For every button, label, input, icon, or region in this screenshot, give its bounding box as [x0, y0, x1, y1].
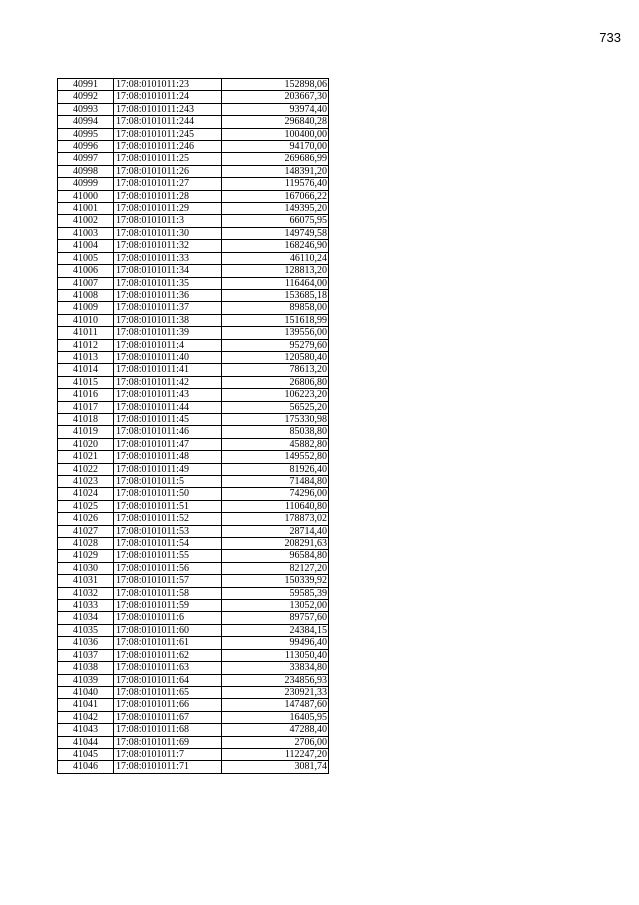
table-row	[58, 538, 329, 550]
row-number-cell: 41032	[58, 587, 114, 599]
row-number-cell: 40992	[58, 91, 114, 103]
value-cell: 149552,80	[222, 451, 329, 463]
table-row	[58, 265, 329, 277]
value-cell: 45882,80	[222, 438, 329, 450]
cadastral-number-cell: 17:08:0101011:63	[114, 662, 222, 674]
row-number-cell: 40994	[58, 116, 114, 128]
cadastral-number-cell: 17:08:0101011:42	[114, 376, 222, 388]
row-number-cell: 40997	[58, 153, 114, 165]
cadastral-number-cell: 17:08:0101011:4	[114, 339, 222, 351]
table-row	[58, 128, 329, 140]
cadastral-number-cell: 17:08:0101011:39	[114, 327, 222, 339]
cadastral-number-cell: 17:08:0101011:34	[114, 265, 222, 277]
value-cell: 120580,40	[222, 351, 329, 363]
row-number-cell: 41043	[58, 724, 114, 736]
table-row	[58, 736, 329, 748]
page-number: 733	[599, 30, 621, 45]
cadastral-number-cell: 17:08:0101011:45	[114, 413, 222, 425]
value-cell: 128813,20	[222, 265, 329, 277]
value-cell: 150339,92	[222, 575, 329, 587]
row-number-cell: 41046	[58, 761, 114, 773]
row-number-cell: 41038	[58, 662, 114, 674]
table-row	[58, 389, 329, 401]
row-number-cell: 41044	[58, 736, 114, 748]
table-row	[58, 351, 329, 363]
value-cell: 139556,00	[222, 327, 329, 339]
row-number-cell: 41013	[58, 351, 114, 363]
table-row	[58, 376, 329, 388]
cadastral-number-cell: 17:08:0101011:246	[114, 141, 222, 153]
value-cell: 119576,40	[222, 178, 329, 190]
row-number-cell: 41022	[58, 463, 114, 475]
cadastral-number-cell: 17:08:0101011:57	[114, 575, 222, 587]
value-cell: 149395,20	[222, 203, 329, 215]
row-number-cell: 41033	[58, 600, 114, 612]
table-row	[58, 103, 329, 115]
value-cell: 59585,39	[222, 587, 329, 599]
cadastral-number-cell: 17:08:0101011:26	[114, 165, 222, 177]
row-number-cell: 41023	[58, 476, 114, 488]
value-cell: 151618,99	[222, 314, 329, 326]
value-cell: 3081,74	[222, 761, 329, 773]
table-row	[58, 600, 329, 612]
table-row	[58, 562, 329, 574]
row-number-cell: 41040	[58, 686, 114, 698]
row-number-cell: 41039	[58, 674, 114, 686]
cadastral-number-cell: 17:08:0101011:51	[114, 500, 222, 512]
value-cell: 95279,60	[222, 339, 329, 351]
row-number-cell: 41011	[58, 327, 114, 339]
value-cell: 112247,20	[222, 748, 329, 760]
cadastral-number-cell: 17:08:0101011:48	[114, 451, 222, 463]
row-number-cell: 41034	[58, 612, 114, 624]
cadastral-number-cell: 17:08:0101011:59	[114, 600, 222, 612]
value-cell: 152898,06	[222, 79, 329, 91]
row-number-cell: 41020	[58, 438, 114, 450]
value-cell: 82127,20	[222, 562, 329, 574]
row-number-cell: 41002	[58, 215, 114, 227]
cadastral-number-cell: 17:08:0101011:41	[114, 364, 222, 376]
table-row	[58, 240, 329, 252]
value-cell: 168246,90	[222, 240, 329, 252]
value-cell: 208291,63	[222, 538, 329, 550]
cadastral-number-cell: 17:08:0101011:68	[114, 724, 222, 736]
row-number-cell: 41004	[58, 240, 114, 252]
cadastral-number-cell: 17:08:0101011:61	[114, 637, 222, 649]
row-number-cell: 41008	[58, 289, 114, 301]
row-number-cell: 41009	[58, 302, 114, 314]
value-cell: 99496,40	[222, 637, 329, 649]
value-cell: 178873,02	[222, 513, 329, 525]
row-number-cell: 40998	[58, 165, 114, 177]
value-cell: 33834,80	[222, 662, 329, 674]
cadastral-number-cell: 17:08:0101011:25	[114, 153, 222, 165]
table-row	[58, 153, 329, 165]
table-row	[58, 463, 329, 475]
row-number-cell: 41036	[58, 637, 114, 649]
cadastral-number-cell: 17:08:0101011:49	[114, 463, 222, 475]
cadastral-number-cell: 17:08:0101011:33	[114, 252, 222, 264]
table-row	[58, 513, 329, 525]
cadastral-number-cell: 17:08:0101011:64	[114, 674, 222, 686]
cadastral-number-cell: 17:08:0101011:67	[114, 711, 222, 723]
row-number-cell: 41021	[58, 451, 114, 463]
row-number-cell: 41006	[58, 265, 114, 277]
value-cell: 74296,00	[222, 488, 329, 500]
cadastral-number-cell: 17:08:0101011:44	[114, 401, 222, 413]
table-row	[58, 178, 329, 190]
row-number-cell: 41003	[58, 227, 114, 239]
value-cell: 110640,80	[222, 500, 329, 512]
cadastral-number-cell: 17:08:0101011:58	[114, 587, 222, 599]
table-row	[58, 674, 329, 686]
cadastral-number-cell: 17:08:0101011:43	[114, 389, 222, 401]
value-cell: 116464,00	[222, 277, 329, 289]
row-number-cell: 41005	[58, 252, 114, 264]
row-number-cell: 40999	[58, 178, 114, 190]
table-row	[58, 190, 329, 202]
value-cell: 81926,40	[222, 463, 329, 475]
table-row	[58, 314, 329, 326]
cadastral-number-cell: 17:08:0101011:69	[114, 736, 222, 748]
table-row	[58, 252, 329, 264]
value-cell: 78613,20	[222, 364, 329, 376]
value-cell: 28714,40	[222, 525, 329, 537]
table-row	[58, 637, 329, 649]
table-row	[58, 711, 329, 723]
row-number-cell: 41015	[58, 376, 114, 388]
row-number-cell: 41029	[58, 550, 114, 562]
table-row	[58, 426, 329, 438]
row-number-cell: 40995	[58, 128, 114, 140]
table-row	[58, 339, 329, 351]
table-row	[58, 289, 329, 301]
value-cell: 89757,60	[222, 612, 329, 624]
cadastral-number-cell: 17:08:0101011:65	[114, 686, 222, 698]
table-row	[58, 748, 329, 760]
row-number-cell: 41018	[58, 413, 114, 425]
row-number-cell: 41045	[58, 748, 114, 760]
cadastral-number-cell: 17:08:0101011:23	[114, 79, 222, 91]
cadastral-number-cell: 17:08:0101011:243	[114, 103, 222, 115]
row-number-cell: 41014	[58, 364, 114, 376]
value-cell: 93974,40	[222, 103, 329, 115]
table-row	[58, 215, 329, 227]
cadastral-number-cell: 17:08:0101011:52	[114, 513, 222, 525]
value-cell: 167066,22	[222, 190, 329, 202]
cadastral-number-cell: 17:08:0101011:7	[114, 748, 222, 760]
value-cell: 71484,80	[222, 476, 329, 488]
table-row	[58, 724, 329, 736]
value-cell: 89858,00	[222, 302, 329, 314]
cadastral-number-cell: 17:08:0101011:60	[114, 624, 222, 636]
value-cell: 230921,33	[222, 686, 329, 698]
value-cell: 234856,93	[222, 674, 329, 686]
value-cell: 148391,20	[222, 165, 329, 177]
table-row	[58, 438, 329, 450]
row-number-cell: 41026	[58, 513, 114, 525]
table-row	[58, 79, 329, 91]
cadastral-number-cell: 17:08:0101011:40	[114, 351, 222, 363]
table-row	[58, 91, 329, 103]
cadastral-number-cell: 17:08:0101011:56	[114, 562, 222, 574]
row-number-cell: 41027	[58, 525, 114, 537]
value-cell: 147487,60	[222, 699, 329, 711]
cadastral-number-cell: 17:08:0101011:71	[114, 761, 222, 773]
cadastral-number-cell: 17:08:0101011:24	[114, 91, 222, 103]
table-row	[58, 141, 329, 153]
cadastral-number-cell: 17:08:0101011:36	[114, 289, 222, 301]
cadastral-number-cell: 17:08:0101011:62	[114, 649, 222, 661]
value-cell: 175330,98	[222, 413, 329, 425]
row-number-cell: 41041	[58, 699, 114, 711]
row-number-cell: 41010	[58, 314, 114, 326]
value-cell: 85038,80	[222, 426, 329, 438]
cadastral-number-cell: 17:08:0101011:66	[114, 699, 222, 711]
value-cell: 13052,00	[222, 600, 329, 612]
table-body	[58, 79, 329, 774]
cadastral-number-cell: 17:08:0101011:46	[114, 426, 222, 438]
cadastral-number-cell: 17:08:0101011:38	[114, 314, 222, 326]
row-number-cell: 41030	[58, 562, 114, 574]
cadastral-number-cell: 17:08:0101011:32	[114, 240, 222, 252]
table-row	[58, 525, 329, 537]
table-row	[58, 500, 329, 512]
value-cell: 56525,20	[222, 401, 329, 413]
cadastral-number-cell: 17:08:0101011:27	[114, 178, 222, 190]
row-number-cell: 40993	[58, 103, 114, 115]
row-number-cell: 41016	[58, 389, 114, 401]
cadastral-number-cell: 17:08:0101011:53	[114, 525, 222, 537]
row-number-cell: 41031	[58, 575, 114, 587]
value-cell: 66075,95	[222, 215, 329, 227]
cadastral-number-cell: 17:08:0101011:50	[114, 488, 222, 500]
table-row	[58, 624, 329, 636]
cadastral-number-cell: 17:08:0101011:5	[114, 476, 222, 488]
value-cell: 153685,18	[222, 289, 329, 301]
row-number-cell: 40996	[58, 141, 114, 153]
value-cell: 203667,30	[222, 91, 329, 103]
value-cell: 16405,95	[222, 711, 329, 723]
table-row	[58, 587, 329, 599]
table-row	[58, 165, 329, 177]
table-row	[58, 302, 329, 314]
table-row	[58, 401, 329, 413]
registry-table	[57, 78, 329, 774]
value-cell: 26806,80	[222, 376, 329, 388]
cadastral-number-cell: 17:08:0101011:47	[114, 438, 222, 450]
row-number-cell: 41001	[58, 203, 114, 215]
table-row	[58, 476, 329, 488]
cadastral-number-cell: 17:08:0101011:245	[114, 128, 222, 140]
table-row	[58, 686, 329, 698]
cadastral-number-cell: 17:08:0101011:37	[114, 302, 222, 314]
cadastral-number-cell: 17:08:0101011:30	[114, 227, 222, 239]
cadastral-number-cell: 17:08:0101011:35	[114, 277, 222, 289]
row-number-cell: 41024	[58, 488, 114, 500]
row-number-cell: 41019	[58, 426, 114, 438]
cadastral-number-cell: 17:08:0101011:6	[114, 612, 222, 624]
table-row	[58, 364, 329, 376]
cadastral-number-cell: 17:08:0101011:28	[114, 190, 222, 202]
cadastral-number-cell: 17:08:0101011:29	[114, 203, 222, 215]
cadastral-number-cell: 17:08:0101011:244	[114, 116, 222, 128]
table-row	[58, 575, 329, 587]
table-row	[58, 327, 329, 339]
row-number-cell: 41028	[58, 538, 114, 550]
value-cell: 46110,24	[222, 252, 329, 264]
cadastral-number-cell: 17:08:0101011:55	[114, 550, 222, 562]
table-row	[58, 649, 329, 661]
table-row	[58, 451, 329, 463]
row-number-cell: 41012	[58, 339, 114, 351]
table-row	[58, 761, 329, 773]
row-number-cell: 41042	[58, 711, 114, 723]
table-row	[58, 116, 329, 128]
value-cell: 96584,80	[222, 550, 329, 562]
row-number-cell: 40991	[58, 79, 114, 91]
value-cell: 94170,00	[222, 141, 329, 153]
table-row	[58, 277, 329, 289]
table-row	[58, 612, 329, 624]
value-cell: 296840,28	[222, 116, 329, 128]
value-cell: 47288,40	[222, 724, 329, 736]
value-cell: 2706,00	[222, 736, 329, 748]
cadastral-number-cell: 17:08:0101011:3	[114, 215, 222, 227]
table-row	[58, 203, 329, 215]
table-row	[58, 662, 329, 674]
table-row	[58, 488, 329, 500]
row-number-cell: 41035	[58, 624, 114, 636]
value-cell: 24384,15	[222, 624, 329, 636]
table-row	[58, 227, 329, 239]
table-row	[58, 550, 329, 562]
table-row	[58, 413, 329, 425]
table-row	[58, 699, 329, 711]
value-cell: 106223,20	[222, 389, 329, 401]
value-cell: 113050,40	[222, 649, 329, 661]
cadastral-number-cell: 17:08:0101011:54	[114, 538, 222, 550]
value-cell: 100400,00	[222, 128, 329, 140]
value-cell: 269686,99	[222, 153, 329, 165]
row-number-cell: 41000	[58, 190, 114, 202]
row-number-cell: 41025	[58, 500, 114, 512]
row-number-cell: 41017	[58, 401, 114, 413]
value-cell: 149749,58	[222, 227, 329, 239]
row-number-cell: 41007	[58, 277, 114, 289]
row-number-cell: 41037	[58, 649, 114, 661]
